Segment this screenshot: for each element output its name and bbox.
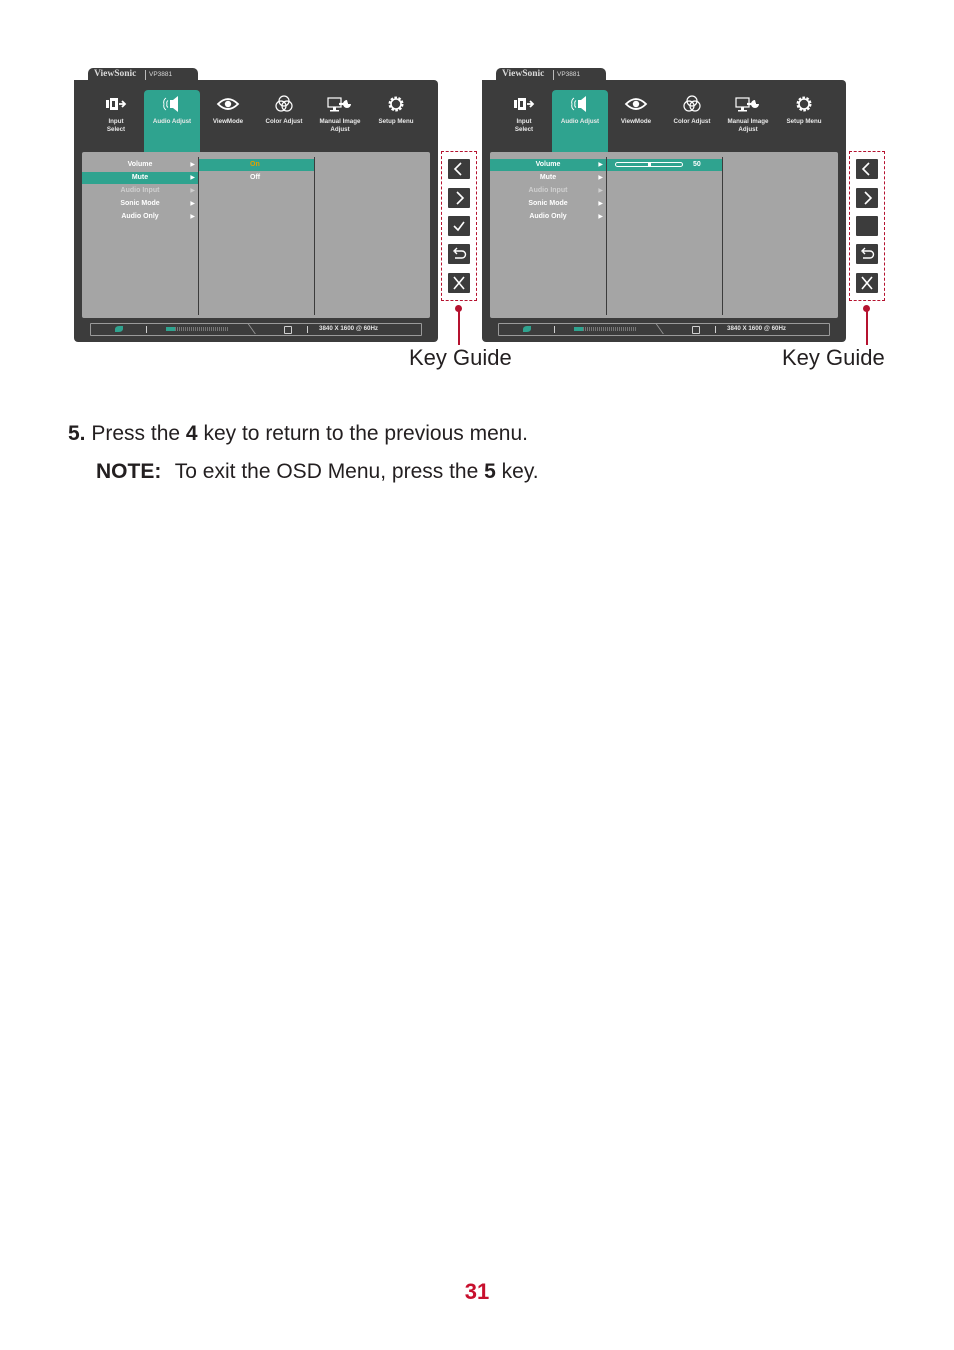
menu-item-volume[interactable]: Volume ▶ [82,159,198,171]
gear-icon [385,93,407,115]
step-text-after: key to return to the previous menu. [203,422,528,445]
key-left[interactable] [448,159,470,179]
color-circles-icon [273,94,295,114]
close-icon [448,273,470,293]
osd-menu-right [482,68,846,342]
step-key: 4 [185,422,198,445]
key-return[interactable] [448,244,470,264]
key-guide-label-right: Key Guide [782,345,885,370]
category-input-select[interactable] [496,90,552,144]
menu-item-audio-input[interactable]: Audio Input ▶ [82,185,198,197]
category-label: Audio Adjust [152,118,192,125]
chevron-right-icon [448,188,470,208]
submenu-option-off[interactable]: Off [250,174,261,181]
brightness-bar [166,327,228,331]
eye-icon [624,96,648,112]
key-guide-left [441,151,477,301]
category-label: Color Adjust [265,118,303,125]
category-label: Audio Adjust [560,118,600,125]
category-viewmode[interactable] [608,90,664,144]
arrow-right-icon: ▶ [598,214,603,220]
monitor-wrench-icon [326,95,354,113]
status-divider [655,323,674,334]
menu-item-sonic-mode[interactable]: Sonic Mode ▶ [82,198,198,210]
resolution-readout: 3840 X 1600 @ 60Hz [319,325,379,332]
category-color-adjust[interactable] [256,90,312,144]
menu-item-mute[interactable]: Mute ▶ [82,172,198,184]
osd-menu-pane [490,152,838,318]
brand-name: ViewSonic [502,69,545,79]
key-confirm[interactable] [448,216,470,236]
arrow-right-icon: ▶ [190,188,195,194]
key-return[interactable] [856,244,878,264]
category-label: ViewMode [620,118,652,125]
key-right[interactable] [448,188,470,208]
key-blank[interactable] [856,216,878,236]
menu-item-sonic-mode[interactable]: Sonic Mode ▶ [490,198,606,210]
volume-slider-row [607,159,722,171]
page-number: 31 [464,1279,490,1304]
chevron-left-icon [856,159,878,179]
osd-body [482,80,846,342]
key-guide-right [849,151,885,301]
category-manual-image-adjust[interactable] [720,90,776,144]
model-name: VP3881 [557,71,581,78]
arrow-right-icon: ▶ [598,201,603,207]
step-instruction [68,422,528,446]
checkmark-icon [448,216,470,236]
eco-icon [523,326,531,332]
return-icon [856,244,878,264]
category-manual-image-adjust[interactable] [312,90,368,144]
brightness-bar [574,327,636,331]
key-right[interactable] [856,188,878,208]
volume-slider[interactable] [615,162,683,167]
menu-item-mute[interactable]: Mute ▶ [490,172,606,184]
key-exit[interactable] [856,273,878,293]
chevron-right-icon [856,188,878,208]
arrow-right-icon: ▶ [190,162,195,168]
menu-item-volume[interactable]: Volume ▶ [490,159,606,171]
volume-value: 50 [693,161,701,168]
note-key: 5 [484,460,496,483]
arrow-right-icon: ▶ [598,162,603,168]
category-label: Manual Image Adjust [319,118,361,133]
input-select-icon [512,96,536,112]
audio-adjust-icon [160,95,184,113]
key-guide-label-left: Key Guide [409,345,512,370]
key-guide-pointer-line [866,309,868,345]
key-exit[interactable] [448,273,470,293]
category-label: Input Select [106,118,126,133]
arrow-right-icon: ▶ [598,175,603,181]
monitor-wrench-icon [734,95,762,113]
arrow-right-icon: ▶ [190,214,195,220]
note [96,460,539,484]
arrow-right-icon: ▶ [598,188,603,194]
category-audio-adjust[interactable] [144,90,200,154]
input-source-icon [692,326,700,334]
resolution-readout: 3840 X 1600 @ 60Hz [727,325,787,332]
category-label: Color Adjust [673,118,711,125]
osd-menu-pane [82,152,430,318]
key-left[interactable] [856,159,878,179]
category-color-adjust[interactable] [664,90,720,144]
note-text-after: key. [501,460,539,483]
step-number: 5. [68,422,86,445]
osd-menu-left [74,68,438,342]
category-audio-adjust[interactable] [552,90,608,154]
submenu-option-on[interactable]: On [199,159,314,171]
osd-status-bar [498,323,830,336]
model-name: VP3881 [149,71,173,78]
category-label: Setup Menu [786,118,822,125]
return-icon [448,244,470,264]
status-divider [247,323,266,334]
menu-item-audio-only[interactable]: Audio Only ▶ [490,211,606,223]
menu-item-audio-input[interactable]: Audio Input ▶ [490,185,606,197]
chevron-left-icon [448,159,470,179]
note-label: NOTE: [96,460,162,483]
category-label: Manual Image Adjust [727,118,769,133]
brand-name: ViewSonic [94,69,137,79]
step-text-before: Press the [91,422,181,445]
note-text-before: To exit the OSD Menu, press the [174,460,479,483]
category-label: Input Select [514,118,534,133]
category-input-select[interactable] [88,90,144,144]
input-source-icon [284,326,292,334]
eco-icon [115,326,123,332]
arrow-right-icon: ▶ [190,175,195,181]
key-guide-pointer-line [458,309,460,345]
arrow-right-icon: ▶ [190,201,195,207]
category-setup-menu[interactable] [776,90,832,144]
category-label: Setup Menu [378,118,414,125]
osd-status-bar [90,323,422,336]
osd-body [74,80,438,342]
category-viewmode[interactable] [200,90,256,144]
close-icon [856,273,878,293]
audio-adjust-icon [568,95,592,113]
color-circles-icon [681,94,703,114]
volume-slider-knob[interactable] [648,163,651,166]
gear-icon [793,93,815,115]
input-select-icon [104,96,128,112]
category-label: ViewMode [212,118,244,125]
category-setup-menu[interactable] [368,90,424,144]
eye-icon [216,96,240,112]
menu-item-audio-only[interactable]: Audio Only ▶ [82,211,198,223]
